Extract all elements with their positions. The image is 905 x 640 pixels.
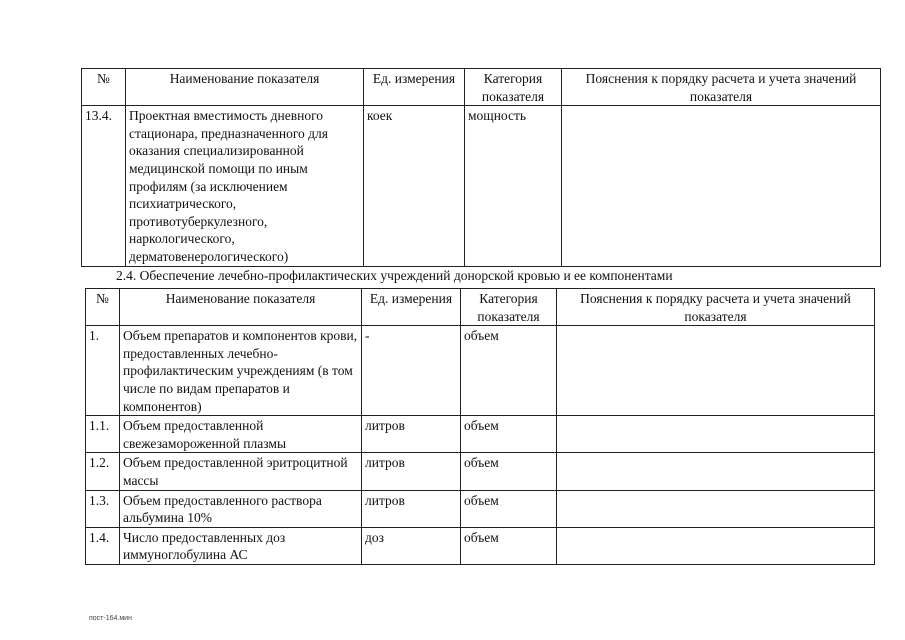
header-category: Категория показателя xyxy=(461,289,557,326)
header-num: № xyxy=(86,289,120,326)
cell-name: Число предоставленных доз иммуноглобулина АС xyxy=(120,527,362,564)
table-row xyxy=(86,490,875,527)
cell-notes xyxy=(557,326,875,416)
header-notes: Пояснения к порядку расчета и учета значений показателя xyxy=(562,69,881,106)
table-header-row xyxy=(86,289,875,326)
cell-category: мощность xyxy=(465,106,562,266)
cell-name: Проектная вместимость дневного стационара, предназначенного для оказания специализированной медицинской помощи по иным профилям (за исключением психиатрического, противотуберкулезного, наркологического, дерматовенерологического) xyxy=(126,106,364,266)
cell-category: объем xyxy=(461,416,557,453)
cell-notes xyxy=(557,490,875,527)
cell-notes xyxy=(557,416,875,453)
table-row xyxy=(86,453,875,490)
section-title: 2.4. Обеспечение лечебно-профилактических учреждений донорской кровью и ее компонентами xyxy=(116,268,673,283)
header-name: Наименование показателя xyxy=(120,289,362,326)
cell-num: 1.1. xyxy=(86,416,120,453)
cell-unit: коек xyxy=(364,106,465,266)
cell-num: 1.2. xyxy=(86,453,120,490)
cell-num: 13.4. xyxy=(82,106,126,266)
indicator-table-2 xyxy=(85,288,875,565)
table-header-row xyxy=(82,69,881,106)
table-row xyxy=(86,326,875,416)
cell-category: объем xyxy=(461,527,557,564)
indicator-table-1 xyxy=(81,68,881,267)
cell-unit: литров xyxy=(362,416,461,453)
cell-name: Объем препаратов и компонентов крови, предоставленных лечебно-профилактическим учреждениям (в том числе по видам препаратов и компонентов) xyxy=(120,326,362,416)
cell-name: Объем предоставленного раствора альбумина 10% xyxy=(120,490,362,527)
cell-unit: литров xyxy=(362,453,461,490)
header-category: Категория показателя xyxy=(465,69,562,106)
cell-name: Объем предоставленной свежезамороженной плазмы xyxy=(120,416,362,453)
cell-num: 1. xyxy=(86,326,120,416)
cell-unit: доз xyxy=(362,527,461,564)
cell-unit: - xyxy=(362,326,461,416)
cell-notes xyxy=(557,453,875,490)
cell-unit: литров xyxy=(362,490,461,527)
cell-notes xyxy=(557,527,875,564)
cell-notes xyxy=(562,106,881,266)
cell-category: объем xyxy=(461,490,557,527)
cell-category: объем xyxy=(461,326,557,416)
table-row xyxy=(82,106,881,266)
header-notes: Пояснения к порядку расчета и учета значений показателя xyxy=(557,289,875,326)
header-unit: Ед. измерения xyxy=(364,69,465,106)
cell-num: 1.3. xyxy=(86,490,120,527)
header-num: № xyxy=(82,69,126,106)
header-unit: Ед. измерения xyxy=(362,289,461,326)
header-name: Наименование показателя xyxy=(126,69,364,106)
table-row xyxy=(86,416,875,453)
table-row xyxy=(86,527,875,564)
cell-name: Объем предоставленной эритроцитной массы xyxy=(120,453,362,490)
footer-file-mark: пост-164.мин xyxy=(89,615,132,622)
cell-num: 1.4. xyxy=(86,527,120,564)
cell-category: объем xyxy=(461,453,557,490)
